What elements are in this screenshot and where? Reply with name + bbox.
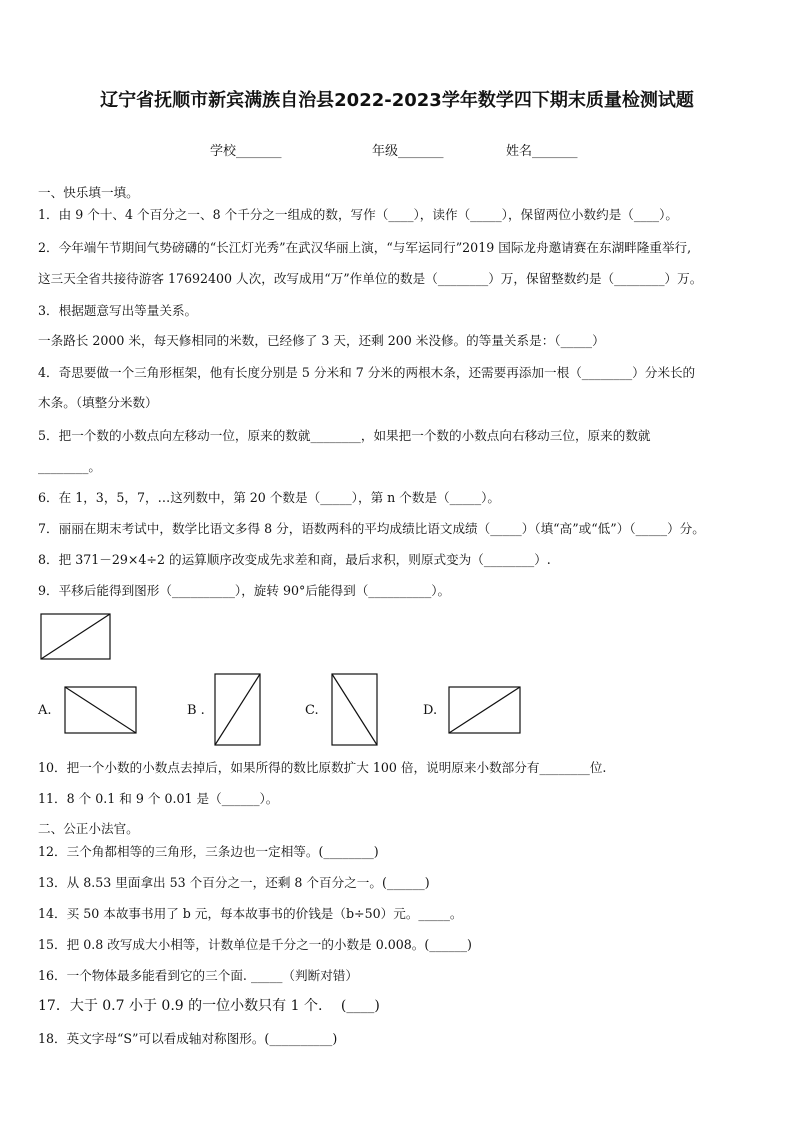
question-4-line-2: 木条。（填整分米数） (38, 395, 158, 410)
option-c-label: C. (305, 703, 319, 718)
question-18: 18．英文字母“S”可以看成轴对称图形。(__________) (38, 1031, 338, 1046)
question-3-line-2: 一条路长 2000 米，每天修相同的米数，已经修了 3 天，还剩 200 米没修。的等量关系是：（_____） (38, 333, 605, 348)
option-d-figure (448, 686, 522, 735)
question-8: 8．把 371－29×4÷2 的运算顺序改变成先求差和商，最后求积，则原式变为（________）. (38, 552, 551, 567)
question-17: 17．大于 0.7 小于 0.9 的一位小数只有 1 个. (____) (38, 998, 380, 1014)
page-title: 辽宁省抚顺市新宾满族自治县2022-2023学年数学四下期末质量检测试题 (100, 90, 694, 111)
question-4-line-1: 4．奇思要做一个三角形框架，他有长度分别是 5 分米和 7 分米的两根木条，还需要再添加一根（________）分米长的 (38, 365, 696, 380)
question-6: 6．在 1，3，5，7，…这列数中，第 20 个数是（_____），第 n 个数是（_____）。 (38, 490, 501, 505)
option-c-figure (331, 673, 379, 747)
option-b-label: B . (187, 703, 205, 718)
question-3-line-1: 3．根据题意写出等量关系。 (38, 303, 198, 318)
question-5-line-1: 5．把一个数的小数点向左移动一位，原来的数就________，如果把一个数的小数点向右移动三位，原来的数就 (38, 428, 651, 443)
option-d-label: D. (423, 703, 438, 718)
question-10: 10．把一个小数的小数点去掉后，如果所得的数比原数扩大 100 倍，说明原来小数部分有________位. (38, 760, 607, 775)
question-7: 7．丽丽在期末考试中，数学比语文多得 8 分，语数两科的平均成绩比语文成绩（_____）（填“高”或“低”）（_____）分。 (38, 521, 705, 536)
question-5-line-2: ________。 (38, 459, 101, 474)
question-12: 12．三个角都相等的三角形，三条边也一定相等。(________) (38, 844, 379, 859)
question-2-line-1: 2．今年端午节期间气势磅礴的“长江灯光秀”在武汉华丽上演，“与军运同行”2019 国际龙舟邀请赛在东湖畔隆重举行, (38, 240, 692, 255)
question-2-line-2: 这三天全省共接待游客 17692400 人次，改写成用“万”作单位的数是（________）万，保留整数约是（________）万。 (38, 271, 703, 286)
question-11: 11．8 个 0.1 和 9 个 0.01 是（______）。 (38, 791, 279, 806)
school-field: 学校_______ (210, 144, 282, 159)
name-field: 姓名_______ (506, 144, 578, 159)
question-9: 9．平移后能得到图形（__________），旋转 90°后能得到（__________）。 (38, 583, 451, 598)
option-a-figure (64, 686, 138, 735)
question-13: 13．从 8.53 里面拿出 53 个百分之一，还剩 8 个百分之一。(______) (38, 875, 430, 890)
question-1: 1．由 9 个十、4 个百分之一、8 个千分之一组成的数，写作（____），读作（_____），保留两位小数约是（____）。 (38, 207, 678, 222)
grade-field: 年级_______ (372, 144, 444, 159)
question-14: 14．买 50 本故事书用了 b 元，每本故事书的价钱是（b÷50）元。_____。 (38, 906, 463, 921)
original-rectangle-figure (40, 613, 112, 661)
option-a-label: A. (38, 703, 52, 718)
section-heading-1: 一、快乐填一填。 (38, 185, 139, 200)
option-b-figure (214, 673, 262, 747)
question-16: 16．一个物体最多能看到它的三个面. _____（判断对错） (38, 968, 358, 983)
question-15: 15．把 0.8 改写成大小相等，计数单位是千分之一的小数是 0.008。(______) (38, 937, 472, 952)
section-heading-2: 二、公正小法官。 (38, 821, 139, 836)
